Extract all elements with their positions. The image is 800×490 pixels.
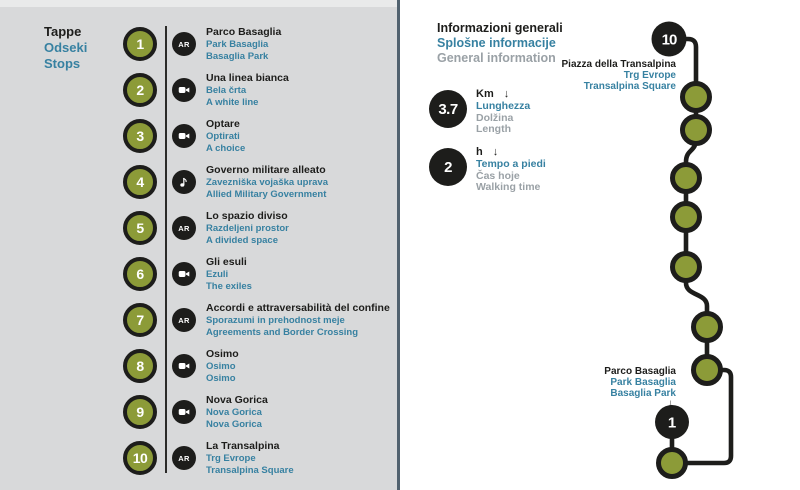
time-label-it: Tempo a piedi xyxy=(476,158,546,170)
intermediate-stop-dot xyxy=(673,165,700,192)
stop-title-it: Governo militare alleato xyxy=(206,164,326,176)
stop-title-en: Agreements and Border Crossing xyxy=(206,326,359,338)
stop-number: 1 xyxy=(136,36,144,52)
stop-title-sl: Park Basaglia xyxy=(206,39,269,50)
stop-number: 4 xyxy=(136,174,144,190)
intermediate-stop-dot xyxy=(683,84,710,111)
stop-row xyxy=(0,251,400,297)
stop-number-circle xyxy=(123,165,157,199)
stop-number-circle xyxy=(123,27,157,61)
stop-text xyxy=(206,72,394,108)
stop-title-it: Una linea bianca xyxy=(206,72,289,84)
time-labels xyxy=(476,146,546,194)
stop-title-sl: Razdeljeni prostor xyxy=(206,223,289,234)
stop-title-en: Basaglia Park xyxy=(206,50,269,62)
end-label-sl: Trg Evrope xyxy=(623,70,676,81)
stop-text xyxy=(206,210,394,246)
video-camera-icon xyxy=(177,83,191,97)
stop-text xyxy=(206,440,394,476)
stops-list xyxy=(0,21,400,481)
stop-row xyxy=(0,389,400,435)
stop-number-circle xyxy=(123,441,157,475)
stop-text xyxy=(206,118,394,154)
length-value-circle xyxy=(429,90,467,128)
stop-title-it: Parco Basaglia xyxy=(206,26,282,38)
stop-title-sl: Osimo xyxy=(206,361,236,372)
start-label-en: Basaglia Park xyxy=(610,388,676,399)
start-label-sl: Park Basaglia xyxy=(610,377,676,388)
stop-row xyxy=(0,343,400,389)
time-unit: h ↓ xyxy=(476,146,499,158)
video-camera-icon xyxy=(177,267,191,281)
stops-title-en: Stops xyxy=(44,56,81,71)
stop-number-circle xyxy=(123,119,157,153)
time-label-en: Walking time xyxy=(476,181,541,193)
stop-row xyxy=(0,159,400,205)
start-label-it: Parco Basaglia xyxy=(604,366,676,377)
length-label-sl: Dolžina xyxy=(476,111,514,124)
intermediate-stop-dot xyxy=(673,204,700,231)
stop-row xyxy=(0,67,400,113)
stop-number-circle xyxy=(123,257,157,291)
down-arrow-icon: ↓ xyxy=(503,88,510,100)
stop-text xyxy=(206,164,394,200)
intermediate-stop-dot xyxy=(659,450,686,477)
stop-title-en: Nova Gorica xyxy=(206,418,262,430)
stop-title-it: Lo spazio diviso xyxy=(206,210,288,222)
stop-number-circle xyxy=(123,73,157,107)
stop-title-sl: Optirati xyxy=(206,131,240,142)
stop-media-badge xyxy=(172,400,196,424)
intermediate-stop-dot xyxy=(683,117,710,144)
music-note-icon xyxy=(177,175,191,189)
length-label-en: Length xyxy=(476,123,511,135)
stop-number: 8 xyxy=(136,358,144,374)
stop-title-sl: Trg Evrope xyxy=(206,453,256,464)
length-labels xyxy=(476,88,530,136)
start-stop-label xyxy=(538,366,676,409)
stops-title-sl: Odseki xyxy=(44,40,88,55)
stop-media-badge xyxy=(172,216,196,240)
panel-top-strip xyxy=(0,0,397,7)
ar-badge-icon: AR xyxy=(178,315,190,325)
stop-number: 7 xyxy=(136,312,144,328)
stop-title-sl: Ezuli xyxy=(206,269,229,280)
intermediate-stop-dot xyxy=(673,254,700,281)
stop-media-badge xyxy=(172,124,196,148)
intermediate-stop-dot xyxy=(694,357,721,384)
end-stop-number: 10 xyxy=(661,31,677,49)
stop-text xyxy=(206,256,394,292)
stop-number: 6 xyxy=(136,266,144,282)
stop-row xyxy=(0,205,400,251)
stat-length xyxy=(429,88,609,136)
stat-walking-time xyxy=(429,146,609,194)
down-arrow-icon: ↓ xyxy=(668,398,673,409)
time-label-sl: Čas hoje xyxy=(476,169,520,182)
length-unit: Km ↓ xyxy=(476,88,510,100)
video-camera-icon xyxy=(177,129,191,143)
stop-media-badge xyxy=(172,170,196,194)
stop-number: 5 xyxy=(136,220,144,236)
ar-badge-icon: AR xyxy=(178,39,190,49)
up-arrow-icon: ↑ xyxy=(668,48,673,59)
stop-title-en: A divided space xyxy=(206,234,278,246)
stop-title-en: Allied Military Government xyxy=(206,188,327,200)
stop-media-badge xyxy=(172,354,196,378)
stop-media-badge xyxy=(172,32,196,56)
stop-title-it: Accordi e attraversabilità del confine xyxy=(206,302,390,314)
time-value: 2 xyxy=(444,158,452,176)
stop-text xyxy=(206,394,394,430)
stop-row xyxy=(0,113,400,159)
stop-number: 10 xyxy=(132,450,148,466)
stop-media-badge xyxy=(172,262,196,286)
stops-title-it: Tappe xyxy=(44,24,82,39)
stop-title-it: Optare xyxy=(206,118,240,130)
video-camera-icon xyxy=(177,359,191,373)
stop-title-sl: Nova Gorica xyxy=(206,407,262,418)
time-value-circle xyxy=(429,148,467,186)
stop-title-it: Nova Gorica xyxy=(206,394,268,406)
stop-row xyxy=(0,21,400,67)
stop-title-sl: Sporazumi in prehodnost meje xyxy=(206,315,345,326)
stop-title-sl: Zavezniška vojaška uprava xyxy=(206,177,328,188)
stop-title-sl: Bela črta xyxy=(206,85,247,96)
end-stop-label xyxy=(538,49,676,92)
stop-number-circle xyxy=(123,211,157,245)
video-camera-icon xyxy=(177,405,191,419)
stop-text xyxy=(206,26,394,62)
stop-text xyxy=(206,302,394,338)
info-title-it: Informazioni generali xyxy=(437,21,563,35)
down-arrow-icon: ↓ xyxy=(492,146,499,158)
stop-title-it: Osimo xyxy=(206,348,239,360)
ar-badge-icon: AR xyxy=(178,453,190,463)
stop-title-en: Osimo xyxy=(206,372,236,384)
info-title-sl: Splošne informacije xyxy=(437,36,556,50)
stop-number-circle xyxy=(123,395,157,429)
stop-number-circle xyxy=(123,349,157,383)
end-label-en: Transalpina Square xyxy=(583,81,676,92)
intermediate-stop-dot xyxy=(694,314,721,341)
stop-row xyxy=(0,297,400,343)
stop-media-badge xyxy=(172,78,196,102)
stop-title-en: Transalpina Square xyxy=(206,464,294,476)
stop-title-en: The exiles xyxy=(206,280,252,292)
stop-number-circle xyxy=(123,303,157,337)
stop-media-badge xyxy=(172,446,196,470)
stop-number: 2 xyxy=(136,82,144,98)
length-value: 3.7 xyxy=(438,100,458,118)
start-stop-number: 1 xyxy=(667,414,677,432)
stop-number: 9 xyxy=(136,404,144,420)
length-label-it: Lunghezza xyxy=(476,100,531,112)
stop-title-it: Gli esuli xyxy=(206,256,247,268)
stop-title-en: A white line xyxy=(206,96,259,108)
stop-number: 3 xyxy=(136,128,144,144)
stop-row xyxy=(0,435,400,481)
stop-title-en: A choice xyxy=(206,142,246,154)
info-title-en: General information xyxy=(437,51,556,65)
stop-text xyxy=(206,348,394,384)
stop-title-it: La Transalpina xyxy=(206,440,280,452)
end-label-it: Piazza della Transalpina xyxy=(561,59,676,70)
stop-media-badge xyxy=(172,308,196,332)
ar-badge-icon: AR xyxy=(178,223,190,233)
